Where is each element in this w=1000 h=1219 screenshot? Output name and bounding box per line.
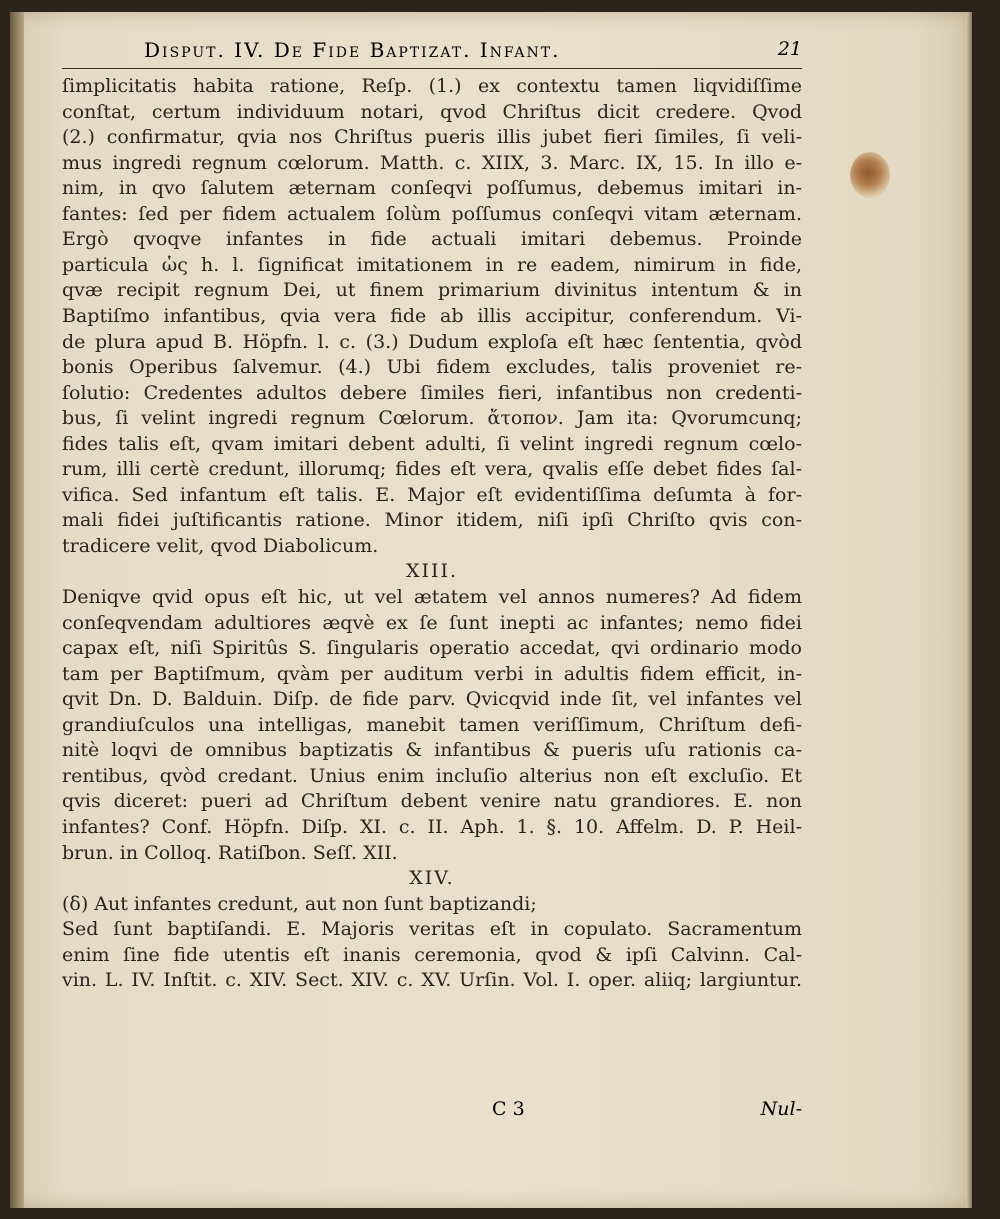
text-line: capax eſt, niſi Spiritûs S. ſingularis operatio accedat, qvi ordinario modo	[62, 637, 802, 660]
text-line: bus, ſi velint ingredi regnum Cœlorum. ἄτοπον. Jam ita: Qvorumcunq;	[62, 407, 802, 430]
text-line: Sed ſunt baptiſandi. E. Majoris veritas eſt in copulato. Sacramentum	[62, 918, 802, 941]
section-number: XIII.	[405, 560, 459, 583]
text-line: nitè loqvi de omnibus baptizatis & infantibus & pueris uſu rationis ca-	[62, 739, 802, 762]
running-title: Disput. IV. De Fide Baptizat. Infant.	[144, 38, 561, 62]
text-line: vin. L. IV. Inſtit. c. XIV. Sect. XIV. c. XV. Urſin. Vol. I. oper. aliiq; largiuntur.	[62, 969, 802, 992]
section-number: XIV.	[409, 867, 455, 890]
running-head	[62, 38, 802, 69]
text-line: qvit Dn. D. Balduin. Diſp. de fide parv. Qvicqvid inde ſit, vel infantes vel	[62, 688, 802, 711]
book-page	[10, 12, 972, 1208]
page-edge	[966, 12, 972, 1208]
text-line: enim ſine fide utentis eſt inanis ceremonia, qvod & ipſi Calvinn. Cal-	[62, 943, 802, 966]
text-line: fides talis eſt, qvam imitari debent adulti, ſi velint ingredi regnum cœlo-	[62, 432, 802, 455]
text-line: fantes: ſed per fidem actualem ſolùm poſſumus conſeqvi vitam æternam.	[62, 202, 802, 225]
signature-mark: C 3	[492, 1098, 525, 1120]
text-line: qvæ recipit regnum Dei, ut finem primarium divinitus intentum & in	[62, 279, 802, 302]
text-line: ſolutio: Credentes adultos debere ſimiles fieri, infantibus non credenti-	[62, 381, 802, 404]
text-line: de plura apud B. Höpfn. l. c. (3.) Dudum exploſa eſt hæc ſententia, qvòd	[62, 330, 802, 353]
text-line: vifica. Sed infantum eſt talis. E. Major eſt evidentiſſima deſumta à for-	[62, 483, 802, 506]
text-line: grandiuſculos una intelligas, manebit tamen veriſſimum, Chriſtum defi-	[62, 713, 802, 736]
text-line: (2.) confirmatur, qvia nos Chriſtus pueris illis jubet fieri ſimiles, ſi veli-	[62, 126, 802, 149]
text-line: tam per Baptiſmum, qvàm per auditum verbi in adultis fidem efficit, in-	[62, 662, 802, 685]
text-line: mus ingredi regnum cœlorum. Matth. c. XIIX, 3. Marc. IX, 15. In illo e-	[62, 151, 802, 174]
text-line: qvis diceret: pueri ad Chriſtum debent venire natu grandiores. E. non	[62, 790, 802, 813]
text-line: bonis Operibus ſalvemur. (4.) Ubi fidem excludes, talis proveniet re-	[62, 356, 802, 379]
text-line: nim, in qvo ſalutem æternam conſeqvi poſſumus, debemus imitari in-	[62, 177, 802, 200]
text-line: Ergò qvoqve infantes in fide actuali imitari debemus. Proinde	[62, 228, 802, 251]
text-line: conſeqvendam adultiores æqvè ex ſe ſunt inepti ac infantes; nemo fidei	[62, 611, 802, 634]
text-line: ſimplicitatis habita ratione, Reſp. (1.) ex contextu tamen liqvidiſſime	[62, 75, 802, 97]
text-line: Baptiſmo infantibus, qvia vera fide ab illis accipitur, conferendum. Vi-	[62, 304, 802, 327]
text-line: conſtat, certum individuum notari, qvod Chriſtus dicit credere. Qvod	[62, 100, 802, 123]
text-line: brun. in Colloq. Ratiſbon. Seſſ. XII.	[62, 841, 398, 864]
text-line: tradicere velit, qvod Diabolicum.	[62, 534, 379, 557]
page-number: 21	[777, 38, 802, 60]
text-line: Deniqve qvid opus eſt hic, ut vel ætatem vel annos numeres? Ad fidem	[62, 586, 802, 608]
foxing-stain	[850, 152, 890, 198]
text-line: particula ὡς h. l. ſignificat imitationem in re eadem, nimirum in fide,	[62, 253, 802, 276]
text-line: rentibus, qvòd credant. Unius enim incluſio alterius non eſt excluſio. Et	[62, 764, 802, 787]
binding-gutter	[10, 12, 24, 1208]
text-line: (δ) Aut infantes credunt, aut non ſunt baptizandi;	[62, 892, 537, 915]
text-line: infantes? Conf. Höpfn. Diſp. XI. c. II. Aph. 1. §. 10. Affelm. D. P. Heil-	[62, 815, 802, 838]
catchword: Nul-	[760, 1098, 802, 1120]
text-line: mali fidei juſtificantis ratione. Minor itidem, niſi ipſi Chriſto qvis con-	[62, 509, 802, 532]
footer-line	[62, 1098, 802, 1124]
text-line: rum, illi certè credunt, illorumq; fides eſt vera, qvalis eſſe debet fides ſal-	[62, 458, 802, 481]
